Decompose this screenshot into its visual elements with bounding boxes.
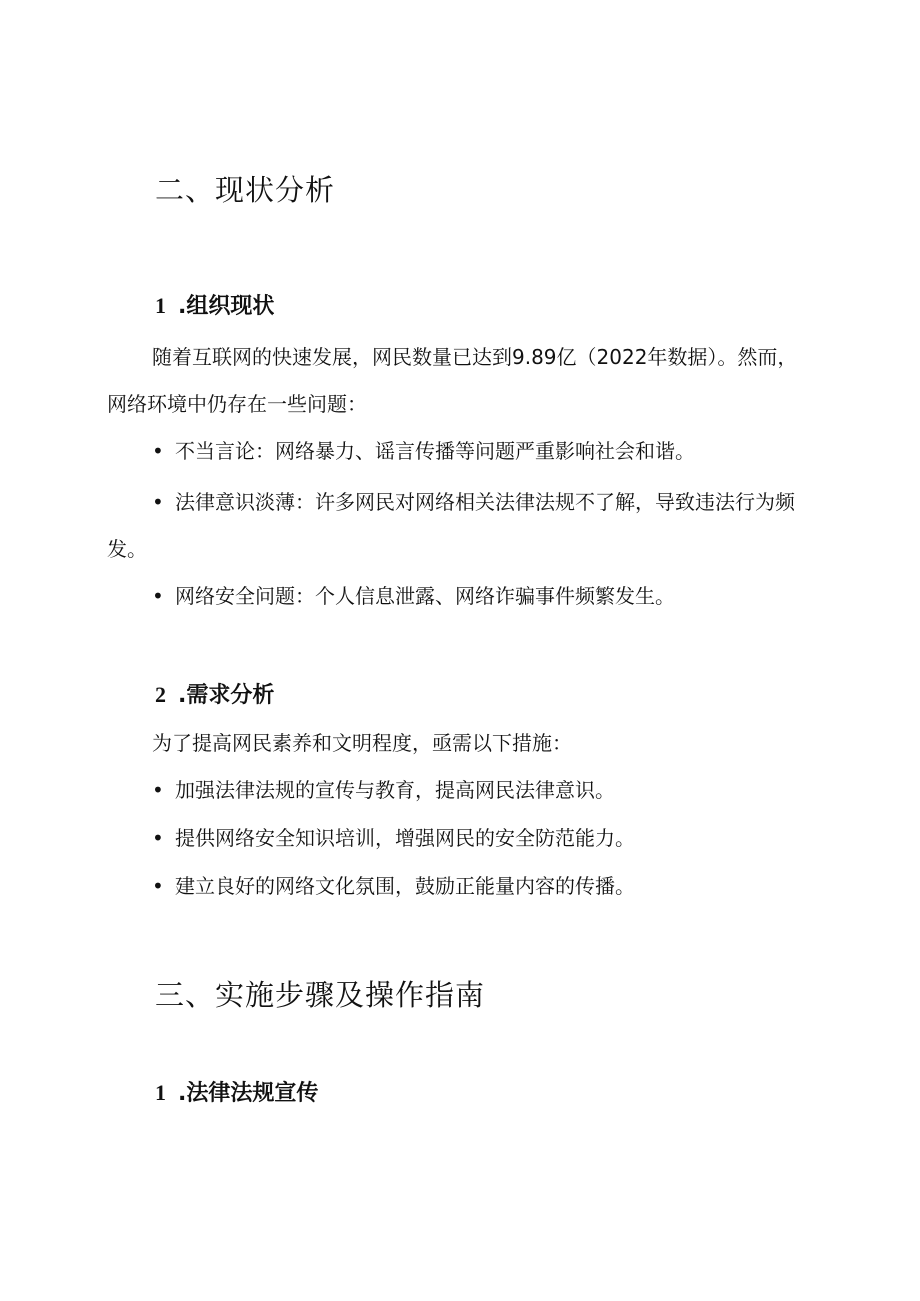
bullet-icon: • <box>152 439 164 463</box>
list-item-text: 建立良好的网络文化氛围，鼓励正能量内容的传播。 <box>175 874 635 898</box>
paragraph-status-intro: 随着互联网的快速发展，网民数量已达到9.89亿（2022年数据）。然而，网络环境中仍存在一些问题： <box>107 345 798 416</box>
list-item <box>152 428 812 475</box>
list-item <box>152 815 812 862</box>
section-3-heading: 三、实施步骤及操作指南 <box>155 978 486 1012</box>
paragraph-needs-intro: 为了提高网民素养和文明程度，亟需以下措施： <box>152 731 572 755</box>
subsection-title: .需求分析 <box>178 683 275 708</box>
subsection-2-2-heading <box>155 679 274 712</box>
subsection-number: 1 <box>155 1080 166 1105</box>
list-item <box>152 767 812 814</box>
subsection-number: 2 <box>155 682 166 707</box>
subsection-3-1-heading <box>155 1077 318 1110</box>
list-item <box>107 479 807 573</box>
subsection-title: .法律法规宣传 <box>178 1081 319 1106</box>
list-item-text: 法律意识淡薄：许多网民对网络相关法律法规不了解，导致违法行为频发。 <box>107 490 795 561</box>
list-item <box>152 863 812 910</box>
list-item <box>152 573 812 620</box>
subsection-number: 1 <box>155 293 166 318</box>
list-item-text: 网络安全问题：个人信息泄露、网络诈骗事件频繁发生。 <box>175 584 675 608</box>
section-2-heading: 二、现状分析 <box>155 173 336 207</box>
subsection-title: .组织现状 <box>178 294 275 319</box>
list-item-text: 提供网络安全知识培训，增强网民的安全防范能力。 <box>175 826 635 850</box>
subsection-2-1-heading <box>155 290 274 323</box>
bullet-icon: • <box>152 778 164 802</box>
bullet-icon: • <box>152 490 164 514</box>
list-item-text: 不当言论：网络暴力、谣言传播等问题严重影响社会和谐。 <box>175 439 695 463</box>
list-item-text: 加强法律法规的宣传与教育，提高网民法律意识。 <box>175 778 615 802</box>
bullet-icon: • <box>152 874 164 898</box>
bullet-icon: • <box>152 584 164 608</box>
bullet-icon: • <box>152 826 164 850</box>
